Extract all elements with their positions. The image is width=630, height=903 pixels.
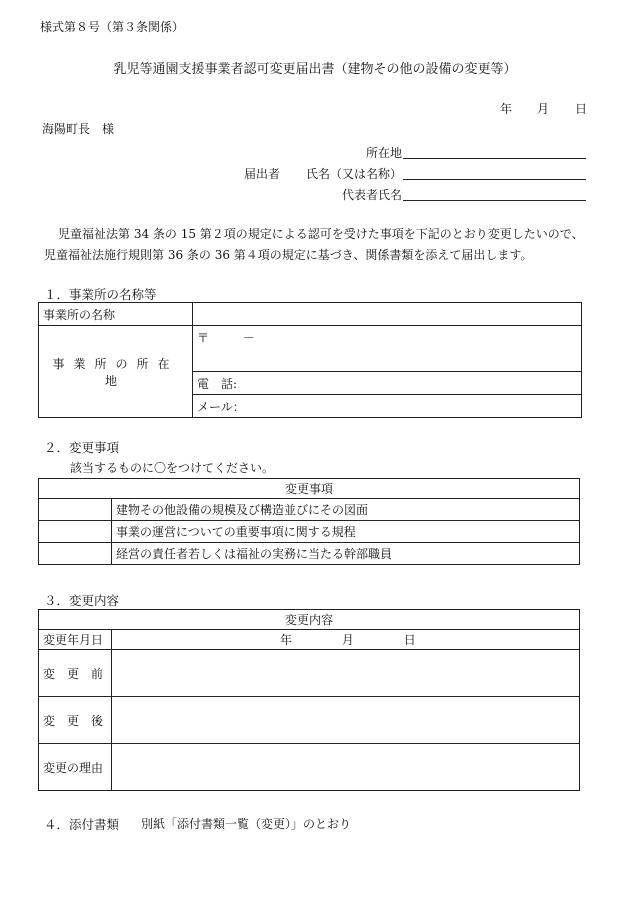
intro-line-2: 児童福祉法施行規則第 36 条の 36 第４項の規定に基づき、関係書類を添えて届出します。 bbox=[44, 248, 533, 262]
facility-location-text: 事業所の所在地 bbox=[52, 356, 179, 388]
facility-location-label bbox=[39, 326, 193, 418]
before-label: 変 更 前 bbox=[39, 650, 112, 697]
postal-address-cell[interactable] bbox=[193, 326, 582, 372]
applicant-role-label: 届出者 bbox=[244, 167, 281, 181]
intro-line-1: 児童福祉法第 34 条の 15 第２項の規定による認可を受けた事項を下記のとおり変更したいので、 bbox=[58, 227, 584, 241]
email-label: メール： bbox=[197, 399, 245, 414]
change-item-mark-cell[interactable] bbox=[39, 521, 112, 543]
phone-cell[interactable] bbox=[193, 372, 582, 395]
postal-dash: － bbox=[242, 331, 255, 345]
change-content-table bbox=[38, 609, 580, 791]
attachments-text: 別紙「添付書類一覧（変更）」のとおり bbox=[141, 817, 352, 831]
document-title: 乳児等通園支援事業者認可変更届出書（建物その他の設備の変更等） bbox=[113, 62, 517, 77]
date-day-label: 日 bbox=[575, 102, 588, 116]
representative-label: 代表者氏名 bbox=[342, 188, 403, 202]
representative-input-line[interactable] bbox=[403, 200, 586, 201]
change-item-mark-cell[interactable] bbox=[39, 499, 112, 521]
form-number: 様式第８号（第３条関係） bbox=[40, 20, 185, 34]
name-label: 氏名（又は名称） bbox=[306, 167, 403, 181]
email-cell[interactable] bbox=[193, 395, 582, 418]
before-content-cell[interactable] bbox=[112, 650, 580, 697]
phone-label: 電 話: bbox=[197, 376, 238, 391]
change-date-year: 年 bbox=[280, 633, 293, 647]
change-content-header: 変更内容 bbox=[39, 610, 580, 630]
change-date-month: 月 bbox=[341, 633, 354, 647]
address-label: 所在地 bbox=[366, 146, 403, 160]
change-date-day: 日 bbox=[403, 633, 416, 647]
after-label: 変 更 後 bbox=[39, 697, 112, 744]
section1-heading: １．事業所の名称等 bbox=[44, 287, 157, 302]
change-items-header: 変更事項 bbox=[39, 479, 580, 499]
address-input-line[interactable] bbox=[403, 158, 586, 159]
section3-heading: ３．変更内容 bbox=[44, 593, 120, 608]
section2-heading: ２．変更事項 bbox=[44, 440, 120, 455]
change-date-label: 変更年月日 bbox=[39, 630, 112, 650]
reason-content-cell[interactable] bbox=[112, 744, 580, 791]
name-input-line[interactable] bbox=[403, 179, 586, 180]
change-date-cell[interactable] bbox=[112, 630, 580, 650]
section4-heading: ４．添付書類 bbox=[44, 817, 120, 832]
date-year-label: 年 bbox=[500, 102, 513, 116]
change-item-label: 事業の運営についての重要事項に関する規程 bbox=[112, 521, 580, 543]
postal-mark: 〒 bbox=[197, 331, 210, 345]
facility-name-cell[interactable] bbox=[193, 303, 582, 326]
facility-table bbox=[38, 302, 582, 418]
change-item-label: 建物その他設備の規模及び構造並びにその図面 bbox=[112, 499, 580, 521]
change-item-label: 経営の責任者若しくは福祉の実務に当たる幹部職員 bbox=[112, 543, 580, 565]
date-month-label: 月 bbox=[537, 102, 550, 116]
reason-label: 変更の理由 bbox=[39, 744, 112, 791]
after-content-cell[interactable] bbox=[112, 697, 580, 744]
addressee: 海陽町長 様 bbox=[42, 122, 115, 136]
change-items-table bbox=[38, 478, 580, 565]
change-item-mark-cell[interactable] bbox=[39, 543, 112, 565]
facility-name-label: 事業所の名称 bbox=[39, 303, 193, 326]
section2-instruction: 該当するものに〇をつけてください。 bbox=[70, 461, 275, 475]
